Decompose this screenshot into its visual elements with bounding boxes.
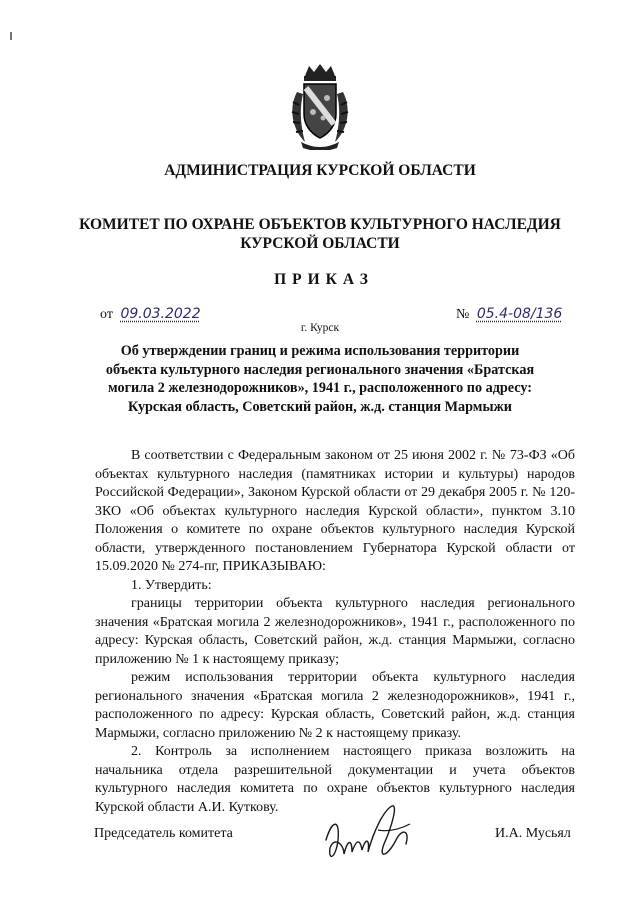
- item-1a: границы территории объекта культурного наследия регионального значения «Братская могила 2 железнодорожников», 1941 г., расположенного по адресу: Курская область, Советский район, ж.д. станция Мармыжи, согласно приложению № 1 к настоящему приказу;: [95, 596, 575, 667]
- signatory-role: Председатель комитета: [94, 826, 233, 841]
- number-prefix: №: [456, 307, 470, 322]
- date-value: 09.03.2022: [120, 306, 201, 322]
- item-1: 1. Утвердить:: [131, 577, 212, 593]
- title-line4: Курская область, Советский район, ж.д. станция Мармыжи: [128, 398, 512, 415]
- number-value: 05.4-08/136: [476, 306, 563, 322]
- committee-heading-line1: КОМИТЕТ ПО ОХРАНЕ ОБЪЕКТОВ КУЛЬТУРНОГО НАСЛЕДИЯ: [79, 216, 561, 233]
- order-date: [100, 306, 205, 323]
- handwritten-signature: [318, 800, 438, 870]
- city: г. Курск: [300, 322, 340, 334]
- committee-heading-line2: КУРСКОЙ ОБЛАСТИ: [240, 235, 400, 252]
- item-1b: режим использования территории объекта культурного наследия регионального значения «Братская могила 2 железнодорожников», 1941 г., расположенного по адресу: Курская область, Советский район, ж.д. станция Мармыжи, согласно приложению № 2 к настоящему приказу.: [95, 670, 575, 741]
- title-line1: Об утверждении границ и режима использования территории: [120, 343, 520, 359]
- admin-heading: АДМИНИСТРАЦИЯ КУРСКОЙ ОБЛАСТИ: [164, 162, 476, 179]
- scan-mark: [10, 32, 12, 40]
- title-line2: объекта культурного наследия регионального значения «Братская: [105, 361, 535, 378]
- order-number: [456, 306, 566, 323]
- order-title: [0, 342, 640, 416]
- committee-heading: [0, 215, 640, 253]
- coat-of-arms-icon: [287, 62, 353, 150]
- item-2: 2. Контроль за исполнением настоящего приказа возложить на начальника отдела разрешительной документации и учета объектов культурного наследия комитета по охране объектов культурного наследия Курской области А.И. Куткову.: [95, 744, 575, 815]
- date-prefix: от: [100, 307, 113, 322]
- order-body: [95, 447, 575, 817]
- title-line3: могила 2 железнодорожников», 1941 г., расположенного по адресу:: [108, 380, 532, 396]
- signatory-name: И.А. Мусьял: [495, 826, 571, 841]
- document-type: ПРИКАЗ: [274, 271, 374, 288]
- preamble: В соответствии с Федеральным законом от 25 июня 2002 г. № 73-ФЗ «Об объектах культурного наследия (памятниках истории и культуры) народов Российской Федерации», Законом Курской области от 29 декабря 2005 г. № 120-ЗКО «Об объектах культурного наследия Курской области», пунктом 3.10 Положения о комитете по охране объектов культурного наследия Курской области, утвержденного постановлением Губернатора Курской области от 15.09.2020 № 274-пг, ПРИКАЗЫВАЮ:: [95, 448, 575, 574]
